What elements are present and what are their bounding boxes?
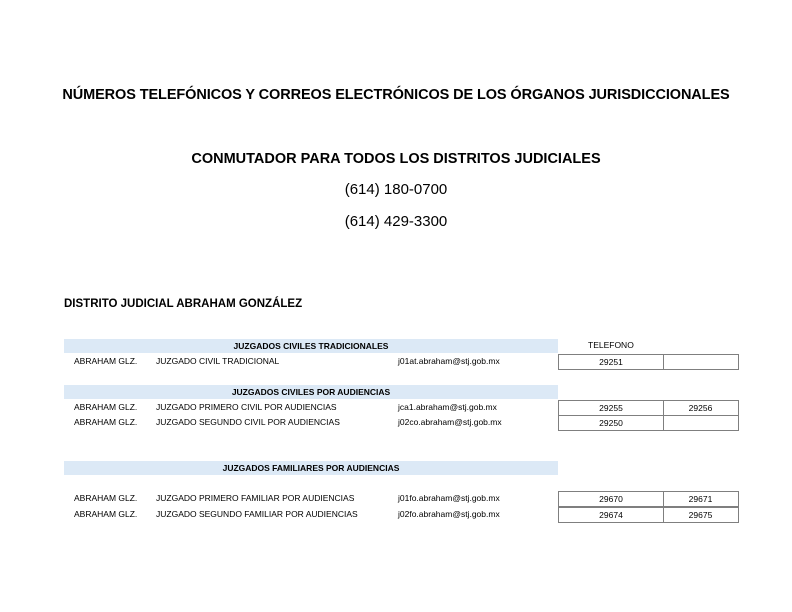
juzgado-cell: JUZGADO CIVIL TRADICIONAL	[156, 356, 280, 366]
juzgado-cell: JUZGADO SEGUNDO CIVIL POR AUDIENCIAS	[156, 417, 340, 427]
email-cell[interactable]: j01fo.abraham@stj.gob.mx	[398, 493, 500, 503]
phone-cell-1: 29251	[558, 354, 664, 370]
phone-cell-1: 29255	[558, 400, 664, 416]
email-cell[interactable]: jca1.abraham@stj.gob.mx	[398, 402, 497, 412]
table-row	[0, 491, 792, 506]
phone-cell-2	[663, 354, 739, 370]
municipio-cell: ABRAHAM GLZ.	[74, 493, 138, 503]
switchboard-phone-2: (614) 429-3300	[344, 213, 448, 230]
juzgado-cell: JUZGADO SEGUNDO FAMILIAR POR AUDIENCIAS	[156, 509, 358, 519]
section-header-civiles-audiencias: JUZGADOS CIVILES POR AUDIENCIAS	[64, 385, 558, 399]
phone-cell-2	[663, 415, 739, 431]
district-heading: DISTRITO JUDICIAL ABRAHAM GONZÁLEZ	[64, 298, 303, 310]
switchboard-phone-1: (614) 180-0700	[344, 181, 448, 198]
email-cell[interactable]: j01at.abraham@stj.gob.mx	[398, 356, 500, 366]
juzgado-cell: JUZGADO PRIMERO CIVIL POR AUDIENCIAS	[156, 402, 337, 412]
municipio-cell: ABRAHAM GLZ.	[74, 402, 138, 412]
table-row	[0, 415, 792, 430]
phone-cell-2: 29671	[663, 491, 739, 507]
juzgado-cell: JUZGADO PRIMERO FAMILIAR POR AUDIENCIAS	[156, 493, 355, 503]
municipio-cell: ABRAHAM GLZ.	[74, 509, 138, 519]
email-cell[interactable]: j02fo.abraham@stj.gob.mx	[398, 509, 500, 519]
phone-cell-2: 29256	[663, 400, 739, 416]
section-header-civiles-tradicionales: JUZGADOS CIVILES TRADICIONALES	[64, 339, 558, 353]
document-title: NÚMEROS TELEFÓNICOS Y CORREOS ELECTRÓNICOS DE LOS ÓRGANOS JURISDICCIONALES	[62, 87, 730, 103]
municipio-cell: ABRAHAM GLZ.	[74, 356, 138, 366]
table-row	[0, 354, 792, 369]
phone-cell-1: 29250	[558, 415, 664, 431]
email-cell[interactable]: j02co.abraham@stj.gob.mx	[398, 417, 502, 427]
municipio-cell: ABRAHAM GLZ.	[74, 417, 138, 427]
switchboard-title: CONMUTADOR PARA TODOS LOS DISTRITOS JUDICIALES	[191, 151, 601, 167]
phone-cell-1: 29670	[558, 491, 664, 507]
phone-cell-2: 29675	[663, 507, 739, 523]
table-row	[0, 400, 792, 415]
phone-cell-1: 29674	[558, 507, 664, 523]
telefono-column-header: TELEFONO	[588, 340, 634, 350]
section-header-familiares-audiencias: JUZGADOS FAMILIARES POR AUDIENCIAS	[64, 461, 558, 475]
table-row	[0, 507, 792, 522]
